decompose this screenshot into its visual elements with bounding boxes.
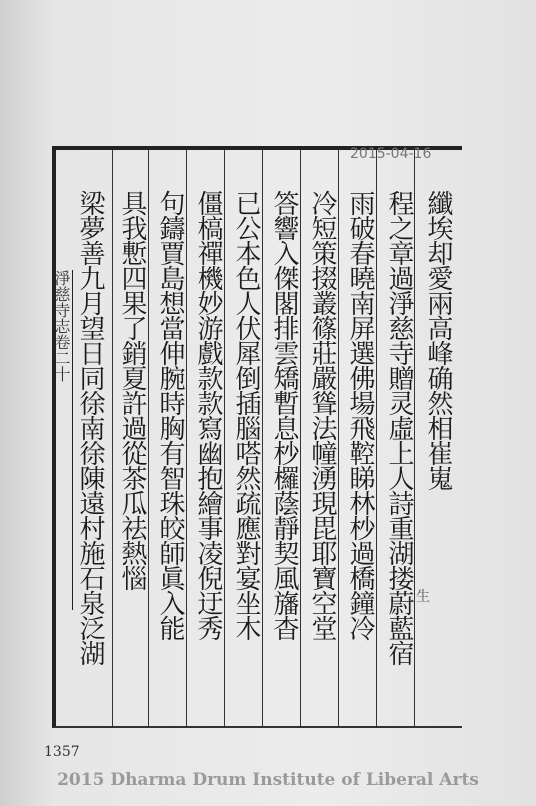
watermark-footer: 2015 Dharma Drum Institute of Liberal Arts: [57, 770, 479, 790]
text-column-1: 纖埃却愛兩高峰确然相崔嵬: [423, 190, 453, 490]
text-column-2: 程之章過淨慈寺贈灵虛上人詩重湖搂蔚藍宿: [384, 190, 414, 665]
text-column-3: 雨破春曉南屏選佛場飛鞚睇林杪過橋鐘冷: [345, 190, 375, 640]
column-rule: [112, 150, 113, 728]
text-column-10: 梁夢善九月望日同徐南徐陳遠村施石泉泛湖: [75, 190, 105, 665]
page-number: 1357: [44, 744, 80, 760]
text-column-6: 已公本色人伏犀倒插腦嗒然疏應對宴坐木: [231, 190, 261, 640]
text-column-9: 具我慙四果了銷夏許過從茶瓜祛熱惱: [117, 190, 147, 590]
text-column-7: 僵槁禪機妙游戲款款寫幽抱繪事凌倪迂秀: [193, 190, 223, 640]
text-column-4: 冷短策掇叢篠莊嚴聳法幢湧現毘耶寶空堂: [307, 190, 337, 640]
folio-mark: 生: [416, 589, 430, 605]
text-column-8: 句鑄賈島想當伸腕時胸有智珠皎師眞入能: [155, 190, 185, 640]
text-column-5: 答響入傑閣排雲矯暫息杪欏蔭靜契風旛杳: [269, 190, 299, 640]
scan-date-stamp: 2015-04-16: [350, 146, 432, 162]
margin-title: 淨慈寺志卷二十: [50, 270, 73, 610]
